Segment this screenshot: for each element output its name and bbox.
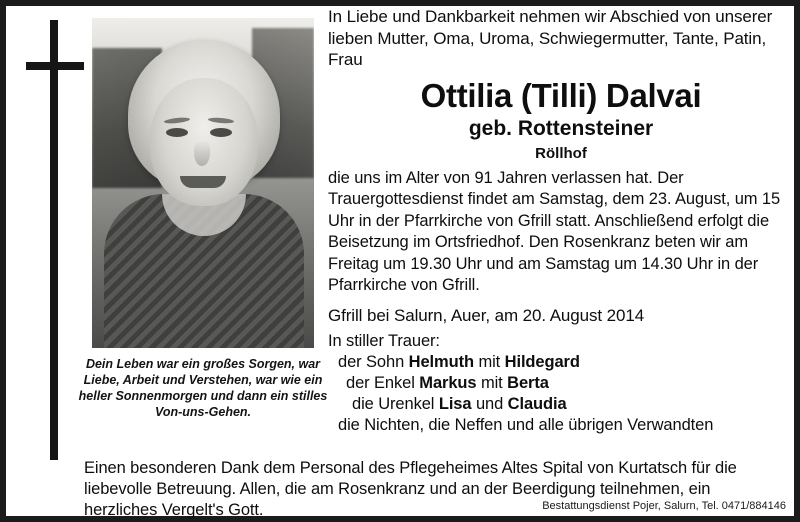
photo-eye-left <box>166 128 188 137</box>
mourner-row <box>328 352 794 373</box>
mourner-name-primary: Markus <box>419 373 477 392</box>
notice-content <box>6 6 794 519</box>
mourning-header: In stiller Trauer: <box>328 331 440 350</box>
residence-name: Röllhof <box>535 144 587 162</box>
mourner-prefix: der Enkel <box>346 373 420 392</box>
maiden-name: geb. Rottensteiner <box>468 116 654 140</box>
mourner-name-primary: Helmuth <box>408 352 474 371</box>
mourners-relatives: die Nichten, die Neffen und alle übrigen Verwandten <box>338 415 714 434</box>
mourner-conjunction: und <box>471 394 508 413</box>
mourner-row <box>328 373 794 394</box>
mourner-conjunction: mit <box>476 373 508 392</box>
cross-horizontal-bar <box>26 62 84 70</box>
mourner-conjunction: mit <box>473 352 505 371</box>
intro-text: In Liebe und Dankbarkeit nehmen wir Abschied von unserer lieben Mutter, Oma, Uroma, Schwiegermutter, Tante, Patin, Frau <box>328 7 773 69</box>
date-location-line: Gfrill bei Salurn, Auer, am 20. August 2014 <box>328 305 645 325</box>
mourner-name-primary: Lisa <box>438 394 472 413</box>
cross-vertical-bar <box>50 20 58 460</box>
photo-eye-right <box>210 128 232 137</box>
deceased-name: Ottilia (Tilli) Dalvai <box>420 76 702 114</box>
mourner-row <box>328 394 794 415</box>
mourner-prefix: die Urenkel <box>352 394 439 413</box>
service-details: die uns im Alter von 91 Jahren verlassen hat. Der Trauergottesdienst findet am Samstag, dem 23. August, um 15 Uhr in der Pfarrkirche von Gfrill statt. Anschließend erfolgt die Beisetzung im Ortsfriedhof. Den Rosenkranz beten wir am Freitag um 19.30 Uhr und am Samstag um 14.30 Uhr in der Pfarrkirche von Gfrill. <box>328 168 781 294</box>
left-column <box>6 6 326 516</box>
photo-nose <box>194 140 210 166</box>
funeral-service-imprint: Bestattungsdienst Pojer, Salurn, Tel. 0471/884146 <box>542 500 786 512</box>
mourner-prefix: der Sohn <box>338 352 409 371</box>
photo-mouth <box>180 176 226 188</box>
portrait-photo <box>92 18 314 348</box>
thanks-text: Einen besonderen Dank dem Personal des Pflegeheimes Altes Spital von Kurtatsch für die liebevolle Betreuung. Allen, die am Rosenkranz und an der Beerdigung teilnehmen, ein herzliches Vergelt's Gott. <box>84 459 737 519</box>
right-column <box>328 6 794 456</box>
mourner-name-secondary: Berta <box>507 373 549 392</box>
mourner-name-secondary: Hildegard <box>504 352 580 371</box>
mourners-block <box>328 331 794 436</box>
mourner-name-secondary: Claudia <box>507 394 567 413</box>
photo-caption: Dein Leben war ein großes Sorgen, war Liebe, Arbeit und Verstehen, war wie ein heller Sonnenmorgen und dann ein stilles Von-uns-Gehen. <box>78 357 328 419</box>
